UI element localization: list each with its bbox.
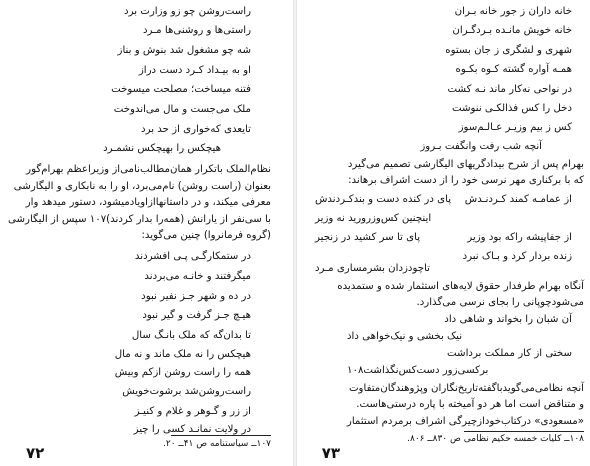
text-line: شهری و لشگری ز جان بستوه <box>445 45 572 56</box>
text-line: معرفی میکند، و در داستانها‌ازاو‌یاد‌میشود، دستور میدهد‌ و‌ار <box>25 197 271 208</box>
text-line: تایعدی که‌خواری از حد برد <box>141 124 251 135</box>
text-line: بعنوان (راست روشن) نام‌می‌برد، او را به نابکاری و الیگارشی <box>13 181 271 192</box>
text-line: هیچکس را نه ملک ماند و نه مال <box>114 349 251 360</box>
text-line: زنده بردار کرد و بـاک نبرد <box>462 251 572 262</box>
text-line: هیـچ جـز گرفت و گیر نبود <box>142 310 251 321</box>
footnote-divider <box>171 435 271 436</box>
text-line: در نواحی نه‌کار ماند نـه کشت <box>447 84 572 95</box>
text-line: آن شبان را بخواند و شاهی داد <box>444 314 572 325</box>
text-line: راست‌روشن‌شد برشوت‌خویش <box>122 386 251 397</box>
text-line: تاچودزدان بشرمساری مـرد <box>315 263 430 274</box>
page-number: ۷۲ <box>26 444 45 462</box>
text-line: نظام‌الملک باتکرار همان‌مطالب‌نامی‌از وزیراعظم بهرام‌گور <box>26 164 271 175</box>
text-line: سختی از کار مملکت برداشت <box>447 348 572 359</box>
right-page <box>297 0 590 466</box>
text-line: در ستمکارگـی پـی افشردند <box>134 251 251 262</box>
text-line: فتنه میساخت؛ مصلحت میسوخت <box>111 84 251 95</box>
text-line: خانه خویش مانـده بـردگـران <box>452 25 572 36</box>
text-line: همـه آواره گشته کـوه بکـوه <box>455 64 572 75</box>
text-line: از زر و گـوهر و غلام و کنیـز <box>134 406 251 417</box>
text-line: خانه داران ز جور خانه بـران <box>454 6 572 17</box>
text-line: راستی‌ها و روشنی‌ها مـرد <box>143 25 251 36</box>
footnote: ۱۰۷ــ سیاستنامه ص ۴۱ــ ۲۰. <box>163 439 271 449</box>
text-line: در ولایت نمانـد کسی را چیز <box>133 424 251 435</box>
text-line: شه چو مشغول شد بنوش و بناز <box>117 45 251 56</box>
text-line: از عمامـه کمند کـردنـدش <box>464 194 572 205</box>
left-page <box>0 0 293 466</box>
text-line: نیک بخشی و نیک‌خواهی داد <box>347 331 463 342</box>
text-line: در ده و شهر جـز نفیر نبود <box>141 291 251 302</box>
text-line: آنچه شب رفت وانگفت بـروز <box>420 141 542 152</box>
text-line: (گروه فرمانروا) چنین می‌گوید: <box>141 230 271 241</box>
text-line: تا بدان‌گه که ملک بانـگ سال <box>131 330 251 341</box>
text-line: و متناقض است اما هر دو آمیخته با پاره درستی‌هاست. <box>356 399 584 410</box>
page-number: ۷۳ <box>321 444 340 462</box>
text-line: پای تا سر کشید در زنجیر <box>315 232 421 243</box>
text-line: آنگاه بهرام طرفدار حقوق لایه‌های استثمار شده و ستمدیده <box>337 281 584 292</box>
text-line: برکسی‌زور دست‌کس‌نگذاشت۱۰۸ <box>347 365 489 376</box>
text-line: پای در کنده دست و بندکـردندش <box>315 194 452 205</box>
text-line: بهرام پس از شرح بیدادگریهای الیگارشی تصمیم می‌گیرد <box>347 159 584 170</box>
text-line: هیچکس را بهیچکس نشمـرد <box>103 143 221 154</box>
footnote-divider <box>464 431 584 432</box>
text-line: دخل را کس فذالکـی ننوشت <box>451 103 572 114</box>
text-line: اینچنین کس‌وزر‌ورید نه وزیر <box>315 213 432 224</box>
text-line: آنچه نظامی‌می‌گوید‌باگفته‌تاریخ‌نگاران و‌پژوهندگان‌متفاوت <box>348 383 584 394</box>
text-line: که با برکناری مهر نرسی خود را از دست اشراف برهاند: <box>348 175 584 186</box>
text-line: راست‌روشن چو زو وزارت برد <box>124 6 251 17</box>
footnote: ۱۰۸ــ کلیات خمسه حکیم نظامی ص ۸۳۰ــ ۸۰۶. <box>407 434 584 444</box>
text-line: او به بیـداد کـرد دست دراز <box>138 65 251 76</box>
text-line: همه را راست روشن ازکم وبیش <box>114 367 251 378</box>
text-line: کس ز بیم وزیـر عـالـم‌سوز <box>458 122 572 133</box>
text-line: با سی‌نفر از یارانش (همه‌را بدار کردند)۱۰۷ سپس از الیگارشی <box>8 214 271 225</box>
text-line: میگرفتند و خانـه می‌بردند <box>144 271 251 282</box>
text-line: از جفاپیشه راکه بود وزیر <box>467 232 572 243</box>
text-line: «مسعودی» درکتاب‌خوداز‌چیرگی اشراف بر‌مردم‌ استثمار <box>346 416 584 427</box>
text-line: می‌شود‌چوپانی را بجای نرسی می‌گذارد. <box>416 297 584 308</box>
text-line: ملک می‌جست و مال می‌اندوخت <box>113 104 251 115</box>
